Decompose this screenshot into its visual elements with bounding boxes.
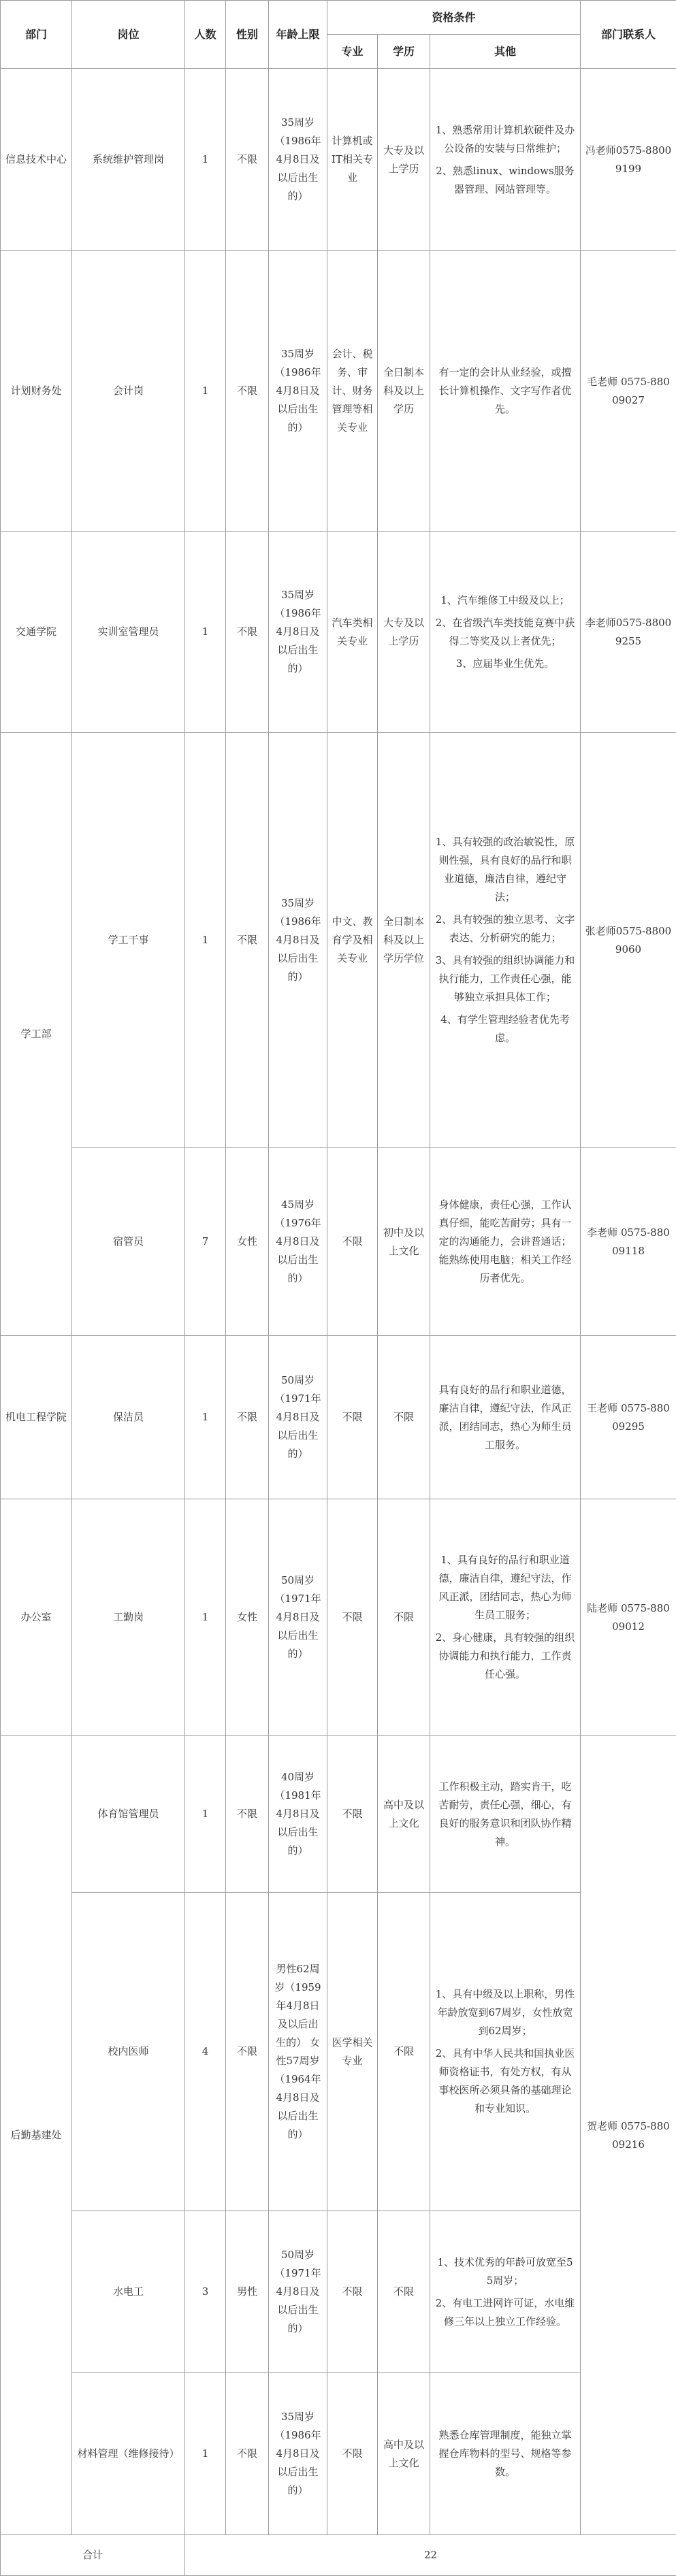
cell-other bbox=[430, 2373, 581, 2535]
cell-major: 不限 bbox=[327, 2211, 378, 2373]
cell-major: 中文、教育学及相关专业 bbox=[327, 733, 378, 1148]
cell-other bbox=[430, 251, 581, 532]
total-label: 合计 bbox=[1, 2535, 185, 2576]
other-item: 1、技术优秀的年龄可放宽至55周岁； bbox=[434, 2253, 576, 2290]
cell-other bbox=[430, 1148, 581, 1336]
cell-other bbox=[430, 1499, 581, 1736]
cell-contact: 李老师 0575-88009118 bbox=[581, 1148, 676, 1336]
header-major: 专业 bbox=[327, 35, 378, 69]
cell-contact: 张老师0575-88009060 bbox=[581, 733, 676, 1148]
cell-age: 男性62周岁（1959年4月8日及以后出生的） 女性57周岁（1964年4月8日及以后出生的） bbox=[269, 1893, 327, 2211]
other-item: 1、熟悉常用计算机软硬件及办公设备的安装与日常维护； bbox=[434, 121, 576, 158]
header-other: 其他 bbox=[430, 35, 581, 69]
table-row bbox=[1, 2373, 676, 2535]
cell-gender: 不限 bbox=[226, 1893, 269, 2211]
cell-count: 7 bbox=[185, 1148, 226, 1336]
cell-education: 初中及以上文化 bbox=[378, 1148, 430, 1336]
cell-position: 体育馆管理员 bbox=[72, 1736, 185, 1893]
table-row bbox=[1, 251, 676, 532]
other-item: 3、应届毕业生优先。 bbox=[434, 655, 576, 673]
cell-age: 35周岁（1986年4月8日及以后出生的） bbox=[269, 69, 327, 251]
table-row bbox=[1, 1736, 676, 1893]
cell-contact: 冯老师0575-88009199 bbox=[581, 69, 676, 251]
cell-contact: 陆老师 0575-88009012 bbox=[581, 1499, 676, 1736]
cell-position: 学工干事 bbox=[72, 733, 185, 1148]
cell-position: 系统维护管理岗 bbox=[72, 69, 185, 251]
other-item: 1、具有较强的政治敏锐性，原则性强，具有良好的品行和职业道德，廉洁自律，遵纪守法； bbox=[434, 833, 576, 907]
cell-position: 校内医师 bbox=[72, 1893, 185, 2211]
other-item: 2、在省级汽车类技能竞赛中获得二等奖及以上者优先； bbox=[434, 614, 576, 651]
cell-contact: 王老师 0575-88009295 bbox=[581, 1336, 676, 1499]
other-item: 具有良好的品行和职业道德，廉洁自律，遵纪守法，作风正派，团结同志，热心为师生员工服务。 bbox=[434, 1381, 576, 1454]
cell-gender: 女性 bbox=[226, 1148, 269, 1336]
cell-major: 汽车类相关专业 bbox=[327, 532, 378, 733]
cell-contact: 毛老师 0575-88009027 bbox=[581, 251, 676, 532]
other-item: 身体健康，责任心强，工作认真仔细，能吃苦耐劳；具有一定的沟通能力，会讲普通话；能熟练使用电脑；相关工作经历者优先。 bbox=[434, 1196, 576, 1288]
cell-major: 不限 bbox=[327, 2373, 378, 2535]
cell-position: 保洁员 bbox=[72, 1336, 185, 1499]
header-position: 岗位 bbox=[72, 1, 185, 69]
cell-age: 50周岁（1971年4月8日及以后出生的） bbox=[269, 1336, 327, 1499]
cell-gender: 不限 bbox=[226, 1336, 269, 1499]
cell-other bbox=[430, 1893, 581, 2211]
header-qualifications: 资格条件 bbox=[327, 1, 581, 35]
other-item: 有一定的会计从业经验，或擅长计算机操作、文字写作者优先。 bbox=[434, 363, 576, 419]
table-row bbox=[1, 532, 676, 733]
cell-major: 不限 bbox=[327, 1336, 378, 1499]
cell-position: 会计岗 bbox=[72, 251, 185, 532]
other-item: 2、有电工进网许可证，水电维修三年以上独立工作经验。 bbox=[434, 2294, 576, 2331]
cell-gender: 不限 bbox=[226, 733, 269, 1148]
table-row bbox=[1, 1893, 676, 2211]
cell-other bbox=[430, 69, 581, 251]
cell-age: 35周岁（1986年4月8日及以后出生的） bbox=[269, 251, 327, 532]
table-row bbox=[1, 1148, 676, 1336]
total-row bbox=[1, 2535, 676, 2576]
cell-count: 1 bbox=[185, 532, 226, 733]
cell-department: 学工部 bbox=[1, 733, 72, 1336]
cell-education: 不限 bbox=[378, 1336, 430, 1499]
cell-gender: 男性 bbox=[226, 2211, 269, 2373]
cell-count: 1 bbox=[185, 2373, 226, 2535]
cell-gender: 不限 bbox=[226, 69, 269, 251]
cell-age: 45周岁（1976年4月8日及以后出生的） bbox=[269, 1148, 327, 1336]
header-contact: 部门联系人 bbox=[581, 1, 676, 69]
table-row bbox=[1, 733, 676, 1148]
cell-gender: 不限 bbox=[226, 532, 269, 733]
cell-position: 宿管员 bbox=[72, 1148, 185, 1336]
cell-count: 1 bbox=[185, 1336, 226, 1499]
cell-major: 计算机或IT相关专业 bbox=[327, 69, 378, 251]
cell-age: 35周岁（1986年4月8日及以后出生的） bbox=[269, 532, 327, 733]
header-gender: 性别 bbox=[226, 1, 269, 69]
cell-department: 机电工程学院 bbox=[1, 1336, 72, 1499]
header-department: 部门 bbox=[1, 1, 72, 69]
other-item: 1、具有中级及以上职称，男性年龄放宽到67周岁，女性放宽到62周岁； bbox=[434, 1985, 576, 2040]
cell-education: 不限 bbox=[378, 1499, 430, 1736]
cell-major: 不限 bbox=[327, 1499, 378, 1736]
cell-count: 3 bbox=[185, 2211, 226, 2373]
cell-age: 35周岁（1986年4月8日及以后出生的） bbox=[269, 2373, 327, 2535]
cell-count: 1 bbox=[185, 733, 226, 1148]
cell-position: 水电工 bbox=[72, 2211, 185, 2373]
cell-other bbox=[430, 1736, 581, 1893]
cell-education: 全日制本科及以上学历学位 bbox=[378, 733, 430, 1148]
other-item: 1、汽车维修工中级及以上； bbox=[434, 591, 576, 610]
cell-education: 全日制本科及以上学历 bbox=[378, 251, 430, 532]
cell-education: 大专及以上学历 bbox=[378, 69, 430, 251]
cell-department: 信息技术中心 bbox=[1, 69, 72, 251]
other-item: 2、身心健康，具有较强的组织协调能力和执行能力，工作责任心强。 bbox=[434, 1629, 576, 1684]
cell-contact: 李老师0575-88009255 bbox=[581, 532, 676, 733]
other-item: 2、具有较强的独立思考、文字表达、分析研究的能力； bbox=[434, 911, 576, 947]
header-count: 人数 bbox=[185, 1, 226, 69]
cell-education: 高中及以上文化 bbox=[378, 2373, 430, 2535]
cell-age: 50周岁（1971年4月8日及以后出生的） bbox=[269, 1499, 327, 1736]
cell-education: 不限 bbox=[378, 1893, 430, 2211]
cell-education: 大专及以上学历 bbox=[378, 532, 430, 733]
cell-gender: 不限 bbox=[226, 251, 269, 532]
cell-department: 办公室 bbox=[1, 1499, 72, 1736]
cell-position: 实训室管理员 bbox=[72, 532, 185, 733]
cell-position: 材料管理（维修接待） bbox=[72, 2373, 185, 2535]
cell-major: 不限 bbox=[327, 1148, 378, 1336]
other-item: 2、熟悉linux、windows服务器管理、网站管理等。 bbox=[434, 162, 576, 199]
other-item: 1、具有良好的品行和职业道德，廉洁自律，遵纪守法，作风正派，团结同志，热心为师生员工服务； bbox=[434, 1551, 576, 1625]
cell-count: 1 bbox=[185, 1736, 226, 1893]
cell-department: 交通学院 bbox=[1, 532, 72, 733]
table-row bbox=[1, 69, 676, 251]
other-item: 工作积极主动，踏实肯干，吃苦耐劳，责任心强，细心，有良好的服务意识和团队协作精神。 bbox=[434, 1778, 576, 1851]
cell-other bbox=[430, 1336, 581, 1499]
cell-gender: 不限 bbox=[226, 2373, 269, 2535]
cell-age: 35周岁（1986年4月8日及以后出生的） bbox=[269, 733, 327, 1148]
other-item: 2、具有中华人民共和国执业医师资格证书，有处方权，有从事校医所必须具备的基础理论和专业知识。 bbox=[434, 2044, 576, 2118]
other-item: 4、有学生管理经验者优先考虑。 bbox=[434, 1011, 576, 1047]
cell-other bbox=[430, 2211, 581, 2373]
cell-count: 1 bbox=[185, 69, 226, 251]
cell-gender: 不限 bbox=[226, 1736, 269, 1893]
cell-position: 工勤岗 bbox=[72, 1499, 185, 1736]
cell-other bbox=[430, 532, 581, 733]
table-row bbox=[1, 1336, 676, 1499]
cell-department: 后勤基建处 bbox=[1, 1736, 72, 2535]
cell-education: 高中及以上文化 bbox=[378, 1736, 430, 1893]
other-item: 3、具有较强的组织协调能力和执行能力，工作责任心强，能够独立承担具体工作； bbox=[434, 951, 576, 1007]
cell-other bbox=[430, 733, 581, 1148]
header-age-limit: 年龄上限 bbox=[269, 1, 327, 69]
cell-count: 1 bbox=[185, 1499, 226, 1736]
cell-major: 不限 bbox=[327, 1736, 378, 1893]
cell-education: 不限 bbox=[378, 2211, 430, 2373]
cell-contact: 贺老师 0575-88009216 bbox=[581, 1736, 676, 2535]
table-header-row bbox=[1, 1, 676, 35]
cell-gender: 女性 bbox=[226, 1499, 269, 1736]
header-education: 学历 bbox=[378, 35, 430, 69]
total-value: 22 bbox=[185, 2535, 676, 2576]
other-item: 熟悉仓库管理制度，能独立掌握仓库物料的型号、规格等参数。 bbox=[434, 2426, 576, 2481]
cell-age: 50周岁（1971年4月8日及以后出生的） bbox=[269, 2211, 327, 2373]
table-row bbox=[1, 1499, 676, 1736]
cell-count: 4 bbox=[185, 1893, 226, 2211]
table-row bbox=[1, 2211, 676, 2373]
cell-count: 1 bbox=[185, 251, 226, 532]
cell-major: 会计、税务、审计、财务管理等相关专业 bbox=[327, 251, 378, 532]
cell-department: 计划财务处 bbox=[1, 251, 72, 532]
cell-major: 医学相关专业 bbox=[327, 1893, 378, 2211]
cell-age: 40周岁（1981年4月8日及以后出生的） bbox=[269, 1736, 327, 1893]
